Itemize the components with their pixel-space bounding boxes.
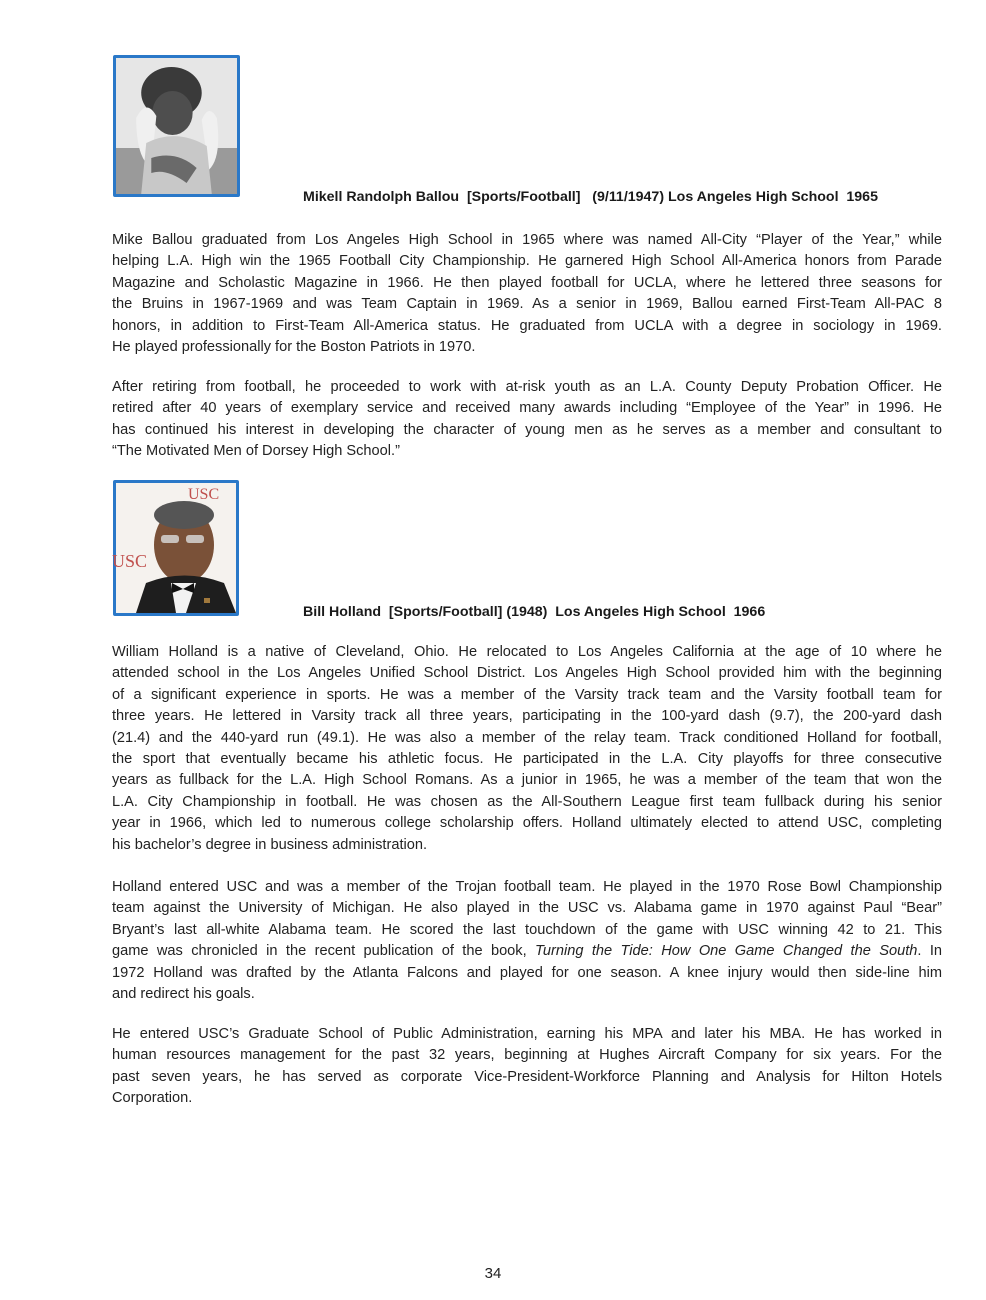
text-line: After retiring from football, he proceeded to work with at-risk youth as an L.A. County Deputy Probation Officer. He (112, 379, 942, 395)
text-line: has continued his interest in developing the character of young men as he serves as a member and consultant to (112, 421, 942, 438)
text-line: the sport that eventually became his athletic focus. He participated in the L.A. City playoffs for three consecutive (112, 751, 942, 768)
text-line: Holland entered USC and was a member of the Trojan football team. He played in the 1970 Rose Bowl Championship (112, 879, 942, 895)
text-line: Mike Ballou graduated from Los Angeles High School in 1965 where was named All-City “Player of the Year,” while (112, 232, 942, 248)
text-line: attended school in the Los Angeles Unified School District. Los Angeles High School provided him with the beginning (112, 665, 942, 682)
text-line: retired after 40 years of exemplary service and received many awards including “Employee of the Year” in 1996. He (112, 400, 942, 417)
text-line: Bryant’s last all-white Alabama team. He scored the last touchdown of the game with USC winning 42 to 21. This (112, 921, 942, 938)
holland-bio-paragraph-2 (112, 877, 942, 1005)
text-fragment: game was chronicled in the recent publication of the book, (112, 943, 536, 960)
text-line: three years. He lettered in Varsity track all three years, participating in the 100-yard dash (9.7), the 200-yard dash (112, 708, 942, 725)
text-line: 1972 Holland was drafted by the Atlanta Falcons and played for one season. A knee injury would then side-line him (112, 964, 942, 981)
text-line: his bachelor’s degree in business administration. (112, 836, 428, 853)
text-line: “The Motivated Men of Dorsey High School.” (112, 443, 400, 460)
ballou-photo (113, 55, 240, 197)
text-line: William Holland is a native of Cleveland, Ohio. He relocated to Los Angeles California at the age of 10 where he (112, 644, 942, 660)
text-line: past seven years, he has served as corporate Vice-President-Workforce Planning and Analysis for Hilton Hotels (112, 1068, 942, 1085)
text-line: helping L.A. High win the 1965 Football City Championship. He garnered High School All-America honors from Parade (112, 253, 942, 270)
ballou-bio-paragraph-1 (112, 230, 942, 358)
holland-photo (113, 480, 239, 616)
text-line: Magazine and Scholastic Magazine in 1966. He then played football for UCLA, where he lettered three seasons for (112, 274, 942, 291)
text-line: and redirect his goals. (112, 986, 255, 1003)
text-line: honors, in addition to First-Team All-America status. He graduated from UCLA with a degree in sociology in 1969. (112, 317, 942, 334)
text-line: year in 1966, which led to numerous college scholarship offers. Holland ultimately elected to attend USC, completing (112, 815, 942, 832)
page-number: 34 (484, 1265, 502, 1282)
text-line: human resources management for the past 32 years, beginning at Hughes Aircraft Company for six years. For the (112, 1047, 942, 1064)
text-line: the Bruins in 1967-1969 and was Team Captain in 1969. As a senior in 1969, Ballou earned First-Team All-PAC 8 (112, 296, 942, 313)
text-line: Corporation. (112, 1090, 193, 1107)
holland-heading: Bill Holland [Sports/Football] (1948) Los Angeles High School 1966 (303, 604, 766, 620)
text-line: L.A. City Championship in football. He was chosen as the All-Southern League first team fullback during his senior (112, 793, 942, 810)
tuxedo-portrait-image (112, 483, 236, 613)
text-fragment: . In (917, 943, 942, 960)
book-title: Turning the Tide: How One Game Changed the South (535, 943, 918, 960)
text-line: He played professionally for the Boston Patriots in 1970. (112, 339, 476, 356)
usc-backdrop-text-side: USC (112, 551, 148, 571)
text-line: He entered USC’s Graduate School of Public Administration, earning his MPA and later his MBA. He has worked in (112, 1026, 942, 1042)
holland-bio-paragraph-3 (112, 1024, 942, 1110)
ballou-heading: Mikell Randolph Ballou [Sports/Football] (9/11/1947) Los Angeles High School 1965 (303, 189, 878, 205)
text-line: years as fullback for the L.A. High School Romans. As a junior in 1965, he was a member of the team that won the (112, 772, 942, 789)
text-line: (21.4) and the 440-yard run (49.1). He was also a member of the relay team. Track conditioned Holland for football, (112, 729, 942, 746)
text-line: of a significant experience in sports. He was a member of the Varsity track team and the Varsity football team for (112, 686, 942, 703)
text-line: team against the University of Michigan. He also played in the USC vs. Alabama game in 1970 against Paul “Bear” (112, 900, 942, 917)
text-line-with-book-title (112, 941, 942, 962)
football-player-portrait-image (116, 58, 237, 194)
ballou-bio-paragraph-2 (112, 377, 942, 463)
holland-bio-paragraph-1 (112, 642, 942, 856)
usc-backdrop-text-top: USC (188, 486, 220, 503)
